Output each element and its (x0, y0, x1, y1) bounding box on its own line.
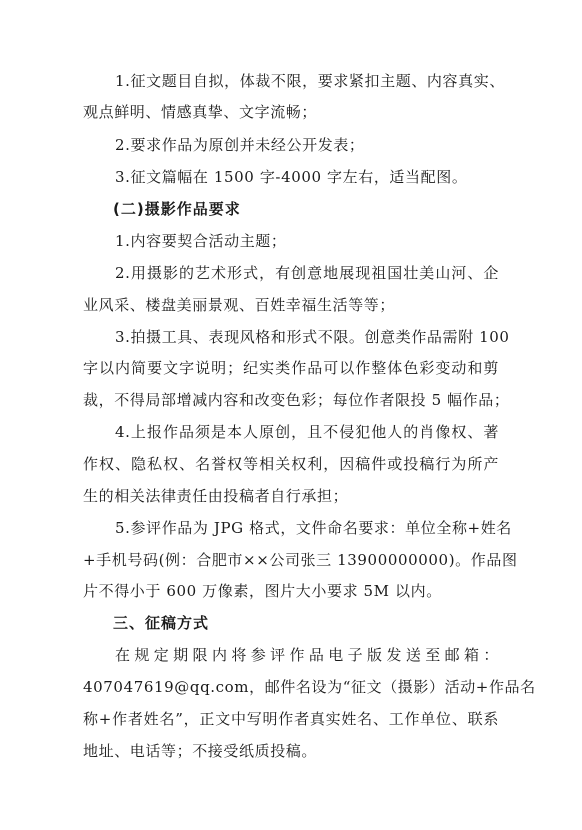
essay-rule-3: 3.征文篇幅在 1500 字-4000 字左右，适当配图。 (115, 168, 468, 186)
photo-rule-1: 1.内容要契合活动主题； (115, 232, 287, 250)
photo-rule-3-line-2: 字以内简要文字说明；纪实类作品可以作整体色彩变动和剪 (83, 359, 499, 377)
submission-line-4: 地址、电话等；不接受纸质投稿。 (83, 742, 318, 760)
section-heading-submission: 三、征稿方式 (113, 614, 210, 632)
submission-line-3: 称+作者姓名”，正文中写明作者真实姓名、工作单位、联系 (83, 710, 499, 728)
photo-rule-5-line-1: 5.参评作品为 JPG 格式，文件命名要求：单位全称+姓名 (115, 519, 512, 537)
photo-rule-3-line-1: 3.拍摄工具、表现风格和形式不限。创意类作品需附 100 (115, 328, 510, 346)
essay-rule-1-line-2: 观点鲜明、情感真挚、文字流畅； (83, 103, 318, 121)
photo-rule-5-line-2: +手机号码(例：合肥市××公司张三 13900000000)。作品图 (83, 551, 518, 569)
photo-rule-2-line-1: 2.用摄影的艺术形式，有创意地展现祖国壮美山河、企 (115, 264, 499, 282)
submission-line-2-email: 407047619@qq.com，邮件名设为“征文（摄影）活动+作品名 (83, 678, 536, 696)
photo-rule-5-line-3: 片不得小于 600 万像素，图片大小要求 5M 以内。 (83, 582, 442, 600)
photo-rule-3-line-3: 裁，不得局部增减内容和改变色彩；每位作者限投 5 幅作品； (83, 391, 510, 409)
submission-line-1: 在规定期限内将参评作品电子版发送至邮箱： (115, 646, 499, 664)
essay-rule-2: 2.要求作品为原创并未经公开发表； (115, 136, 365, 154)
photo-rule-4-line-2: 作权、隐私权、名誉权等相关权利，因稿件或投稿行为所产 (83, 455, 499, 473)
section-heading-photography: (二)摄影作品要求 (113, 200, 241, 218)
photo-rule-4-line-3: 生的相关法律责任由投稿者自行承担； (83, 487, 349, 505)
essay-rule-1-line-1: 1.征文题目自拟，体裁不限，要求紧扣主题、内容真实、 (115, 72, 505, 90)
photo-rule-4-line-1: 4.上报作品须是本人原创，且不侵犯他人的肖像权、著 (115, 423, 499, 441)
photo-rule-2-line-2: 业风采、楼盘美丽景观、百姓幸福生活等等； (83, 296, 396, 314)
